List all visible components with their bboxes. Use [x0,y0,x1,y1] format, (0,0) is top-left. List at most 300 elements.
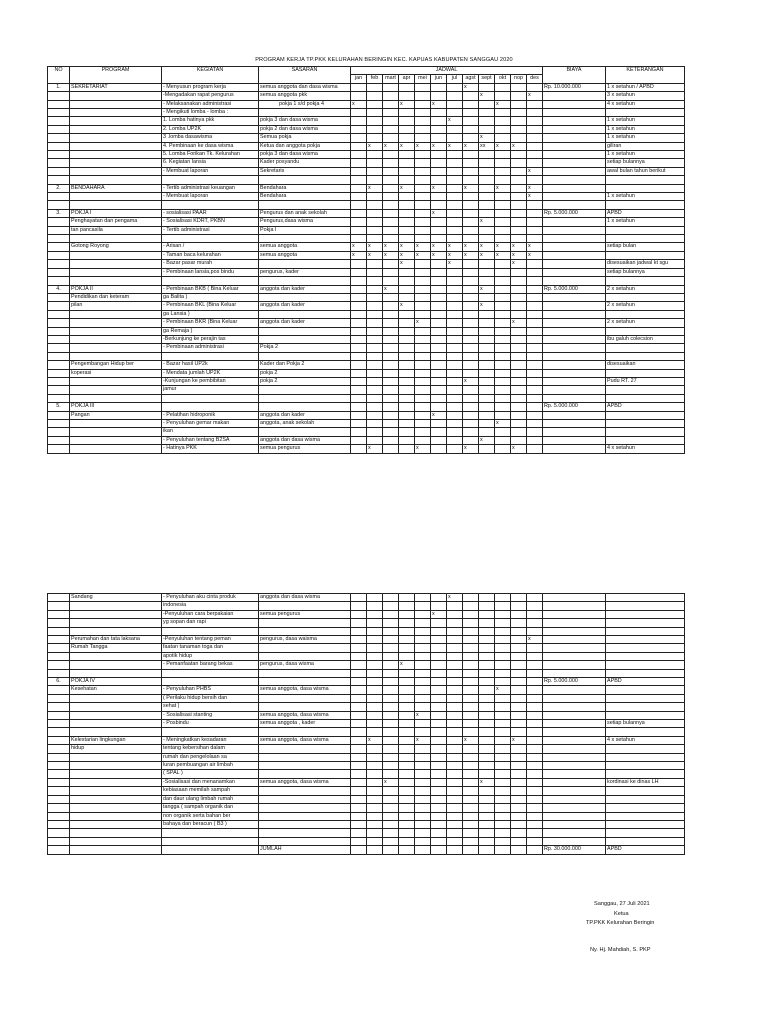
cell-schedule-mark [511,694,527,702]
cell-schedule-mark [367,770,383,778]
cell-schedule-mark [431,795,447,803]
cell-schedule-mark [351,235,367,243]
cell-program [70,125,162,133]
cell-keterangan [606,436,685,444]
cell-kegiatan: - Penyuluhan gemar makan [162,419,259,427]
cell-schedule-mark [367,678,383,686]
cell-schedule-mark [447,193,463,201]
cell-schedule-mark [511,218,527,226]
cell-schedule-mark [383,644,399,652]
cell-schedule-mark [527,403,543,411]
table-row [48,235,685,243]
cell-schedule-mark [399,619,415,627]
cell-keterangan: APBD [606,209,685,217]
cell-schedule-mark [431,728,447,736]
cell-biaya [543,243,606,251]
cell-biaya [543,184,606,192]
cell-keterangan [606,109,685,117]
header-month-jul: jul [447,75,463,83]
cell-schedule-mark [495,403,511,411]
cell-schedule-mark [527,753,543,761]
cell-schedule-mark [447,619,463,627]
cell-sasaran [259,694,351,702]
cell-kegiatan: -Kunjungan ke pembibitan [162,377,259,385]
cell-no [48,100,70,108]
cell-schedule-mark [431,361,447,369]
cell-biaya [543,386,606,394]
cell-schedule-mark [351,92,367,100]
cell-keterangan [606,770,685,778]
cell-biaya [543,812,606,820]
cell-schedule-mark [495,310,511,318]
cell-keterangan [606,277,685,285]
cell-schedule-mark [463,226,479,234]
cell-schedule-mark: xx [479,142,495,150]
cell-schedule-mark [415,804,431,812]
cell-schedule-mark: x [463,377,479,385]
cell-sasaran: pokja 2 dan dasa wisma [259,125,351,133]
cell-schedule-mark [383,377,399,385]
cell-kegiatan [162,176,259,184]
cell-schedule-mark: x [431,411,447,419]
table-row [48,117,685,125]
cell-biaya [543,602,606,610]
cell-schedule-mark [495,319,511,327]
cell-schedule-mark: x [527,251,543,259]
cell-sasaran: anggota dan kader [259,319,351,327]
table-row [48,652,685,660]
cell-biaya [543,319,606,327]
cell-schedule-mark [415,151,431,159]
cell-program: Perumahan dan tata laksana [70,636,162,644]
cell-schedule-mark [511,829,527,837]
cell-schedule-mark [479,602,495,610]
cell-schedule-mark [447,644,463,652]
table-row [48,268,685,276]
cell-schedule-mark [415,335,431,343]
cell-schedule-mark [431,445,447,453]
cell-schedule-mark [479,787,495,795]
cell-schedule-mark [527,829,543,837]
cell-schedule-mark [383,411,399,419]
cell-keterangan [606,310,685,318]
cell-schedule-mark [367,728,383,736]
cell-no [48,728,70,736]
cell-schedule-mark [495,218,511,226]
cell-no [48,327,70,335]
cell-schedule-mark [447,778,463,786]
cell-sasaran: pengurus, dasa wisma [259,661,351,669]
cell-schedule-mark [399,636,415,644]
header-biaya: BIAYA [543,67,606,84]
cell-kegiatan: - Mendata jumlah UP2K [162,369,259,377]
cell-schedule-mark [415,778,431,786]
cell-keterangan: 4 x setahun [606,736,685,744]
cell-biaya [543,619,606,627]
cell-biaya [543,820,606,828]
cell-schedule-mark [383,661,399,669]
table-row [48,176,685,184]
cell-schedule-mark [479,594,495,602]
cell-schedule-mark [351,619,367,627]
cell-keterangan: 4 x setahun [606,445,685,453]
table-row [48,812,685,820]
cell-sasaran: Bendahara [259,184,351,192]
table-row [48,344,685,352]
cell-schedule-mark [351,419,367,427]
cell-sasaran: pengurus, kader [259,268,351,276]
cell-schedule-mark [495,361,511,369]
cell-schedule-mark [527,594,543,602]
cell-no [48,117,70,125]
cell-schedule-mark [383,209,399,217]
cell-keterangan [606,820,685,828]
cell-schedule-mark: x [431,209,447,217]
cell-schedule-mark: x [431,610,447,618]
cell-schedule-mark [431,594,447,602]
cell-schedule-mark [511,644,527,652]
cell-schedule-mark [399,344,415,352]
cell-schedule-mark: x [431,100,447,108]
cell-schedule-mark: x [479,218,495,226]
cell-keterangan: APBD [606,846,685,854]
cell-program: SEKRETARIAT [70,83,162,91]
cell-sasaran [259,753,351,761]
cell-kegiatan: apotik hidup [162,652,259,660]
cell-program: Rumah Tangga [70,644,162,652]
signature-place-date: Sanggau, 27 Juli 2021 [594,901,650,907]
cell-schedule-mark [415,394,431,402]
cell-sasaran [259,201,351,209]
cell-schedule-mark: x [463,251,479,259]
cell-schedule-mark [479,361,495,369]
cell-schedule-mark [415,419,431,427]
cell-schedule-mark [447,377,463,385]
cell-schedule-mark [351,134,367,142]
cell-schedule-mark [447,820,463,828]
cell-schedule-mark [415,344,431,352]
cell-schedule-mark [431,678,447,686]
cell-program [70,235,162,243]
cell-schedule-mark [399,829,415,837]
cell-kegiatan [162,846,259,854]
cell-schedule-mark [511,411,527,419]
cell-schedule-mark [351,428,367,436]
cell-schedule-mark [511,193,527,201]
cell-schedule-mark [367,436,383,444]
cell-no [48,736,70,744]
cell-schedule-mark [367,812,383,820]
cell-schedule-mark [351,268,367,276]
cell-schedule-mark: x [447,142,463,150]
cell-sasaran: anggota dan kader [259,411,351,419]
cell-kegiatan [162,728,259,736]
cell-schedule-mark [447,394,463,402]
cell-biaya [543,804,606,812]
cell-sasaran [259,293,351,301]
cell-kegiatan: - Tertib administrasi keuangan [162,184,259,192]
cell-sasaran [259,820,351,828]
cell-schedule-mark [367,235,383,243]
cell-schedule-mark: x [527,184,543,192]
cell-schedule-mark [399,268,415,276]
cell-schedule-mark [463,151,479,159]
cell-schedule-mark [367,644,383,652]
header-month-okt: okt [495,75,511,83]
cell-schedule-mark [399,310,415,318]
cell-schedule-mark [367,310,383,318]
cell-schedule-mark [447,159,463,167]
cell-schedule-mark [431,778,447,786]
cell-biaya [543,352,606,360]
cell-keterangan: 1 x setahun [606,134,685,142]
cell-schedule-mark [367,327,383,335]
cell-keterangan [606,428,685,436]
cell-schedule-mark [415,100,431,108]
cell-schedule-mark: x [495,142,511,150]
cell-program [70,268,162,276]
cell-schedule-mark [447,361,463,369]
cell-schedule-mark [367,151,383,159]
cell-schedule-mark [447,235,463,243]
cell-kegiatan [162,277,259,285]
cell-biaya [543,661,606,669]
cell-sasaran [259,352,351,360]
cell-no: 1. [48,83,70,91]
cell-schedule-mark [447,804,463,812]
cell-schedule-mark [479,619,495,627]
cell-schedule-mark [383,117,399,125]
cell-schedule-mark [447,125,463,133]
cell-schedule-mark: x [511,251,527,259]
cell-schedule-mark [479,386,495,394]
cell-schedule-mark [399,694,415,702]
cell-schedule-mark [511,812,527,820]
header-month-apr: apr [399,75,415,83]
cell-schedule-mark [479,117,495,125]
cell-kegiatan [162,678,259,686]
cell-schedule-mark [383,268,399,276]
cell-schedule-mark [367,226,383,234]
cell-kegiatan: - Pelatihan hidroponik [162,411,259,419]
cell-keterangan: APBD [606,678,685,686]
cell-kegiatan: - Bazar pasar murah [162,260,259,268]
cell-schedule-mark [399,820,415,828]
cell-schedule-mark [431,117,447,125]
cell-schedule-mark [399,352,415,360]
cell-program: Gotong Royong [70,243,162,251]
cell-keterangan: 1 x setahun [606,151,685,159]
cell-schedule-mark [511,602,527,610]
cell-no [48,644,70,652]
cell-schedule-mark: x [495,100,511,108]
header-month-sept: sept [479,75,495,83]
cell-kegiatan [162,201,259,209]
cell-biaya [543,92,606,100]
cell-schedule-mark [431,644,447,652]
cell-schedule-mark [415,125,431,133]
cell-sasaran: Ketua dan anggota pokja [259,142,351,150]
table-row [48,209,685,217]
cell-schedule-mark [463,846,479,854]
cell-no [48,686,70,694]
cell-schedule-mark [383,804,399,812]
cell-schedule-mark [367,652,383,660]
cell-keterangan [606,201,685,209]
cell-keterangan [606,251,685,259]
cell-schedule-mark [463,100,479,108]
cell-schedule-mark [511,753,527,761]
cell-sasaran: Semua pokja [259,134,351,142]
cell-schedule-mark: x [415,445,431,453]
cell-biaya [543,302,606,310]
cell-no [48,193,70,201]
cell-program [70,176,162,184]
cell-schedule-mark [399,369,415,377]
cell-schedule-mark: x [463,736,479,744]
cell-program [70,770,162,778]
cell-schedule-mark [415,167,431,175]
cell-program [70,167,162,175]
cell-program [70,436,162,444]
cell-schedule-mark [511,711,527,719]
cell-schedule-mark [527,711,543,719]
cell-schedule-mark [351,209,367,217]
cell-schedule-mark [351,125,367,133]
cell-schedule-mark [447,669,463,677]
header-jadwal: JADWAL [351,67,543,75]
cell-schedule-mark [431,686,447,694]
cell-schedule-mark [399,787,415,795]
cell-schedule-mark [415,134,431,142]
cell-schedule-mark [351,594,367,602]
table-row [48,627,685,635]
cell-program [70,377,162,385]
cell-schedule-mark [447,770,463,778]
cell-schedule-mark [367,92,383,100]
cell-no [48,302,70,310]
table-row [48,201,685,209]
cell-schedule-mark [495,344,511,352]
cell-schedule-mark [367,795,383,803]
cell-schedule-mark [367,201,383,209]
cell-schedule-mark [383,403,399,411]
cell-schedule-mark [527,285,543,293]
cell-schedule-mark [527,159,543,167]
cell-program [70,703,162,711]
cell-schedule-mark [463,728,479,736]
cell-schedule-mark [527,344,543,352]
cell-schedule-mark [399,678,415,686]
cell-biaya [543,770,606,778]
cell-schedule-mark [431,787,447,795]
cell-schedule-mark [463,92,479,100]
cell-schedule-mark [479,268,495,276]
cell-schedule-mark [399,428,415,436]
cell-schedule-mark [495,846,511,854]
table-row [48,436,685,444]
cell-schedule-mark [351,812,367,820]
cell-program [70,720,162,728]
cell-schedule-mark: x [367,445,383,453]
cell-schedule-mark [367,335,383,343]
cell-schedule-mark: x [495,251,511,259]
cell-schedule-mark [447,436,463,444]
cell-schedule-mark [463,795,479,803]
cell-schedule-mark: x [463,83,479,91]
cell-schedule-mark: x [367,142,383,150]
cell-schedule-mark [383,386,399,394]
cell-kegiatan: tangga ( sampah organik dan [162,804,259,812]
cell-schedule-mark [383,762,399,770]
cell-schedule-mark [431,619,447,627]
cell-kegiatan: non organik serta bahan ber [162,812,259,820]
cell-schedule-mark [511,686,527,694]
cell-schedule-mark: x [447,594,463,602]
cell-sasaran [259,627,351,635]
cell-schedule-mark [415,436,431,444]
cell-schedule-mark [495,377,511,385]
cell-schedule-mark: x [527,193,543,201]
cell-schedule-mark [399,846,415,854]
cell-schedule-mark [351,260,367,268]
cell-schedule-mark [351,837,367,845]
cell-schedule-mark [495,293,511,301]
cell-schedule-mark [463,285,479,293]
cell-schedule-mark [527,319,543,327]
cell-keterangan [606,226,685,234]
cell-program [70,277,162,285]
cell-keterangan [606,327,685,335]
cell-schedule-mark [415,770,431,778]
cell-schedule-mark [479,151,495,159]
cell-schedule-mark [415,636,431,644]
cell-no [48,277,70,285]
cell-schedule-mark: x [399,251,415,259]
cell-schedule-mark [527,669,543,677]
cell-schedule-mark [479,377,495,385]
cell-schedule-mark [431,736,447,744]
cell-schedule-mark [383,319,399,327]
cell-schedule-mark [463,436,479,444]
cell-schedule-mark [383,184,399,192]
cell-schedule-mark [415,846,431,854]
cell-kegiatan: - Bazar hasil UP2k [162,361,259,369]
cell-schedule-mark [431,820,447,828]
cell-schedule-mark [367,167,383,175]
cell-schedule-mark [447,711,463,719]
cell-schedule-mark: x [383,243,399,251]
cell-schedule-mark [415,201,431,209]
cell-schedule-mark [351,753,367,761]
cell-biaya [543,277,606,285]
cell-schedule-mark [479,445,495,453]
cell-program: Sandang [70,594,162,602]
cell-no [48,201,70,209]
cell-schedule-mark [399,201,415,209]
cell-schedule-mark: x [463,445,479,453]
cell-schedule-mark [367,627,383,635]
cell-schedule-mark [479,184,495,192]
cell-schedule-mark [527,352,543,360]
cell-schedule-mark [511,335,527,343]
cell-biaya [543,411,606,419]
cell-schedule-mark [479,720,495,728]
cell-program [70,319,162,327]
cell-program [70,795,162,803]
cell-schedule-mark [351,778,367,786]
cell-program: POKJA I [70,209,162,217]
